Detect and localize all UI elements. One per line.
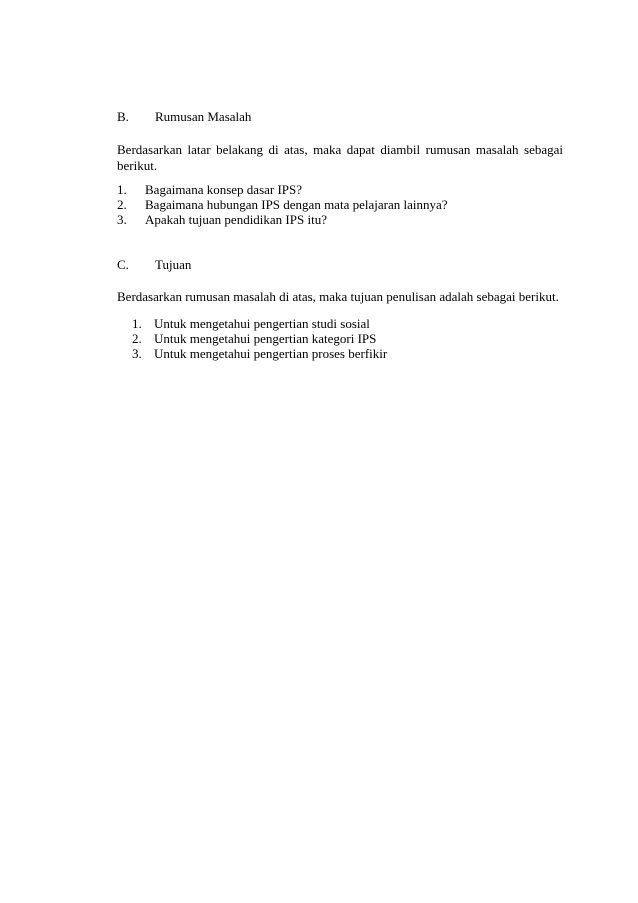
list-item-number: 1. [132,316,142,331]
list-item [132,316,387,331]
section-b-number: B. [117,109,129,124]
list-item [117,182,448,197]
list-item [117,197,448,212]
list-item-number: 3. [132,346,142,361]
section-c-number: C. [117,257,129,272]
list-item-number: 2. [117,197,127,212]
list-item [132,331,387,346]
list-item-text: Untuk mengetahui pengertian studi sosial [154,316,370,331]
section-b-title: Rumusan Masalah [155,109,252,124]
section-c-list [132,316,387,361]
list-item-number: 1. [117,182,127,197]
list-item-number: 3. [117,212,127,227]
list-item-text: Bagaimana hubungan IPS dengan mata pelajaran lainnya? [145,197,448,212]
section-c-heading [117,257,191,273]
section-c-title: Tujuan [155,257,192,272]
list-item-number: 2. [132,331,142,346]
list-item [117,212,448,227]
list-item-text: Bagaimana konsep dasar IPS? [145,182,303,197]
list-item-text: Apakah tujuan pendidikan IPS itu? [145,212,327,227]
list-item-text: Untuk mengetahui pengertian proses berfikir [154,346,388,361]
section-c-paragraph: Berdasarkan rumusan masalah di atas, maka tujuan penulisan adalah sebagai berikut. [117,289,559,304]
list-item-text: Untuk mengetahui pengertian kategori IPS [154,331,377,346]
list-item [132,346,387,361]
section-b-list [117,182,448,227]
section-b-heading [117,109,251,125]
section-b-paragraph: Berdasarkan latar belakang di atas, maka dapat diambil rumusan masalah sebagai berikut. [117,142,563,173]
